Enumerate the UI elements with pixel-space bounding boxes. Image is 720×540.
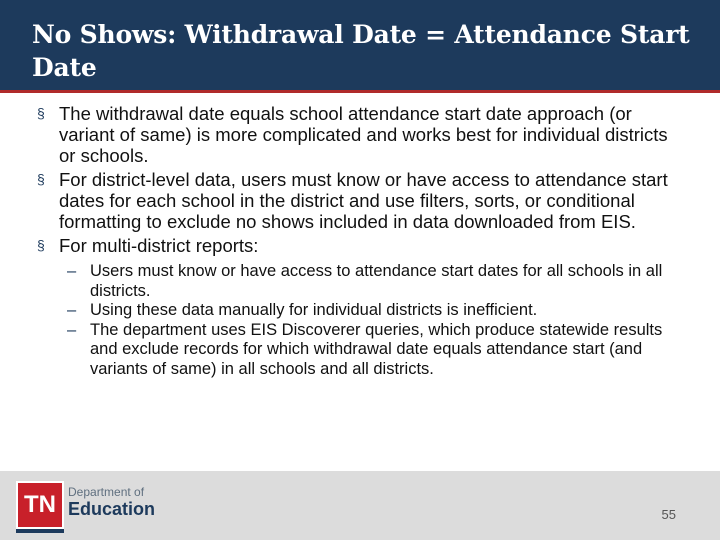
- sub-bullet-item: [67, 301, 677, 321]
- slide-title: No Shows: Withdrawal Date = Attendance Start Date: [32, 20, 690, 82]
- bullet-item: [37, 235, 677, 379]
- sub-bullet-text: Users must know or have access to attendance start dates for all schools in all districts.: [90, 262, 663, 300]
- bullet-text: The withdrawal date equals school attendance start date approach (or variant of same) is more complicated and works best for individual districts or schools.: [59, 103, 668, 166]
- sub-bullet-list: [59, 262, 677, 379]
- page-number: 55: [661, 507, 676, 522]
- sub-bullet-item: [67, 321, 677, 380]
- sub-bullet-text: The department uses EIS Discoverer queries, which produce statewide results and exclude records for which withdrawal date equals attendance start (and variants of same) in all schools and all districts.: [90, 320, 663, 378]
- tn-logo-mark: TN: [16, 481, 64, 529]
- bullet-marker-icon: §: [37, 171, 45, 187]
- bullet-item: [37, 169, 677, 232]
- dash-marker-icon: –: [67, 301, 77, 319]
- bullet-item: [37, 103, 677, 166]
- logo-stripe: [16, 529, 64, 533]
- tn-education-logo: [16, 481, 156, 533]
- bullet-marker-icon: §: [37, 237, 45, 253]
- bullet-text: For multi-district reports:: [59, 235, 259, 256]
- dash-marker-icon: –: [67, 320, 77, 339]
- logo-education-text: Education: [68, 499, 156, 519]
- footer-bar: [0, 471, 720, 540]
- sub-bullet-text: Using these data manually for individual districts is inefficient.: [90, 301, 538, 319]
- logo-department-text: Department of: [68, 485, 145, 499]
- sub-bullet-item: [67, 262, 677, 301]
- bullet-text: For district-level data, users must know or have access to attendance start dates for each school in the district and use filters, sorts, or conditional formatting to exclude no shows included in data downloaded from EIS.: [59, 169, 668, 232]
- bullet-marker-icon: §: [37, 105, 45, 121]
- dash-marker-icon: –: [67, 262, 77, 280]
- bullet-list: [37, 103, 677, 379]
- title-bar: [0, 0, 720, 93]
